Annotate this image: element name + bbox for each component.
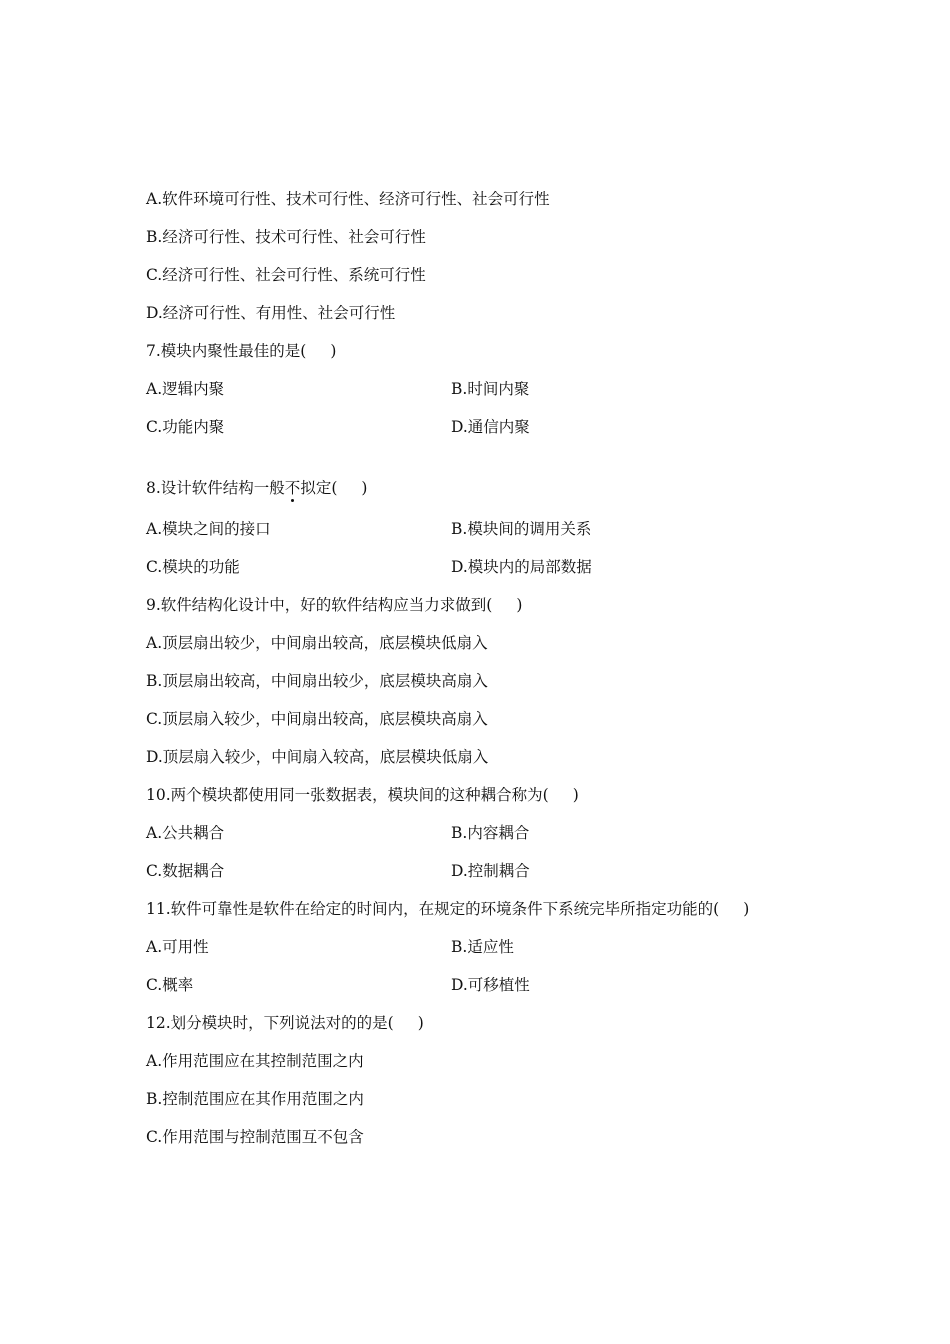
q10-stem [146,785,579,805]
q11-stem [146,899,749,919]
q8-option-a: A.模块之间的接口 [146,520,271,538]
q6-option-c: C.经济可行性、社会可行性、系统可行性 [146,266,426,284]
q7-option-d: D.通信内聚 [451,418,530,436]
q8-stem-text: 8.设计软件结构一般 [146,479,285,497]
q7-option-b: B.时间内聚 [451,380,530,398]
q12-stem-text: 12.划分模块时，下列说法对的的是( [146,1014,394,1032]
q11-option-c: C.概率 [146,976,194,994]
q9-option-c: C.顶层扇入较少，中间扇出较高，底层模块高扇入 [146,710,488,728]
q8-option-d: D.模块内的局部数据 [451,558,592,576]
q10-option-c: C.数据耦合 [146,862,225,880]
q11-option-a: A.可用性 [146,938,209,956]
q9-stem [146,595,522,615]
q7-option-a: A.逻辑内聚 [146,380,225,398]
q10-stem-close: ) [572,786,579,804]
q6-option-d: D.经济可行性、有用性、社会可行性 [146,304,396,322]
q8-stem-text-end: 拟定( [300,479,338,497]
q10-option-d: D.控制耦合 [451,862,530,880]
q12-stem-close: ) [417,1014,424,1032]
q9-stem-close: ) [516,596,523,614]
q11-stem-text: 11.软件可靠性是软件在给定的时间内，在规定的环境条件下系统完毕所指定功能的( [146,900,720,918]
q6-option-a: A.软件环境可行性、技术可行性、经济可行性、社会可行性 [146,190,550,208]
q10-option-a: A.公共耦合 [146,824,225,842]
q7-option-c: C.功能内聚 [146,418,225,436]
q9-option-a: A.顶层扇出较少，中间扇出较高，底层模块低扇入 [146,634,488,652]
q7-stem [146,341,336,361]
q10-option-b: B.内容耦合 [451,824,530,842]
q8-emphasis-word: 不 [284,479,301,497]
q9-option-b: B.顶层扇出较高，中间扇出较少，底层模块高扇入 [146,672,488,690]
q6-option-b: B.经济可行性、技术可行性、社会可行性 [146,228,426,246]
q11-stem-close: ) [743,900,750,918]
q8-stem [146,478,367,498]
q8-stem-close: ) [361,479,368,497]
q12-option-a: A.作用范围应在其控制范围之内 [146,1052,364,1070]
q11-option-d: D.可移植性 [451,976,530,994]
q10-stem-text: 10.两个模块都使用同一张数据表，模块间的这种耦合称为( [146,786,549,804]
q12-stem [146,1013,424,1033]
q12-option-b: B.控制范围应在其作用范围之内 [146,1090,364,1108]
q7-stem-close: ) [330,342,337,360]
q9-stem-text: 9.软件结构化设计中，好的软件结构应当力求做到( [146,596,493,614]
q8-option-c: C.模块的功能 [146,558,240,576]
q9-option-d: D.顶层扇入较少，中间扇入较高，底层模块低扇入 [146,748,489,766]
q12-option-c: C.作用范围与控制范围互不包含 [146,1128,364,1146]
q7-stem-text: 7.模块内聚性最佳的是( [146,342,307,360]
q8-option-b: B.模块间的调用关系 [451,520,592,538]
q11-option-b: B.适应性 [451,938,514,956]
